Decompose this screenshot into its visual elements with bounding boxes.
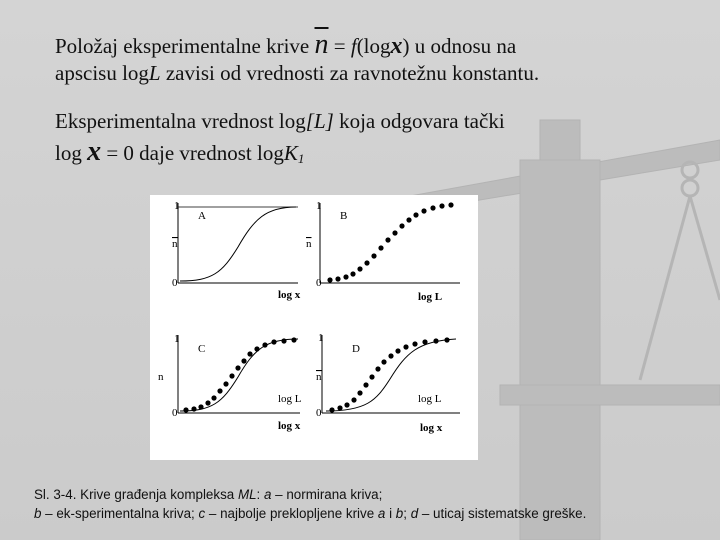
- experimental-point: [388, 353, 393, 358]
- experimental-point: [327, 277, 332, 282]
- panel-c-y-zero: 0: [172, 407, 178, 419]
- panel-a: [172, 200, 301, 301]
- panel-b-letter: B: [340, 210, 348, 222]
- experimental-point: [329, 407, 334, 412]
- panel-c-letter: C: [198, 343, 206, 355]
- experimental-point: [357, 390, 362, 395]
- experimental-point: [395, 348, 400, 353]
- panel-c-y-label: n: [158, 371, 164, 383]
- experimental-point: [381, 359, 386, 364]
- heading-line-3: Eksperimentalna vrednost log[L] koja odgovara tački: [55, 109, 505, 133]
- experimental-point: [357, 266, 362, 271]
- panel-a-y-zero: 0: [172, 277, 178, 289]
- experimental-point: [205, 400, 210, 405]
- experimental-point: [262, 342, 267, 347]
- experimental-point: [406, 217, 411, 222]
- experimental-point: [421, 208, 426, 213]
- titration-curves-figure: [150, 195, 478, 460]
- heading-line-4: log x = 0 daje vrednost logK$_1$: [55, 136, 305, 167]
- experimental-point: [363, 382, 368, 387]
- panel-d-y-zero: 0: [316, 407, 322, 419]
- experimental-point: [351, 397, 356, 402]
- experimental-point: [444, 337, 449, 342]
- experimental-point: [337, 405, 342, 410]
- experimental-point: [371, 253, 376, 258]
- panel-d-y-top: 1: [318, 332, 324, 344]
- experimental-point: [241, 358, 246, 363]
- experimental-point: [430, 205, 435, 210]
- panel-d-letter: D: [352, 343, 360, 355]
- experimental-point: [223, 381, 228, 386]
- experimental-point: [198, 404, 203, 409]
- panel-b-x-label: log L: [418, 291, 443, 303]
- experimental-point: [335, 276, 340, 281]
- panel-a-letter: A: [198, 210, 206, 222]
- experimental-point: [271, 339, 276, 344]
- panel-d: [316, 332, 460, 434]
- heading-line-2: apscisu logL zavisi od vrednosti za ravnotežnu konstantu.: [55, 61, 540, 85]
- experimental-point: [378, 245, 383, 250]
- experimental-point: [403, 344, 408, 349]
- panel-d-x-label: log x: [420, 422, 443, 434]
- experimental-point: [364, 260, 369, 265]
- experimental-point: [291, 337, 296, 342]
- experimental-point: [254, 346, 259, 351]
- experimental-point: [344, 402, 349, 407]
- heading-line-1: Položaj eksperimentalne krive $\overline{n} = f(\log x)$ u odnosu na: [55, 29, 517, 60]
- panel-a-y-top: 1: [174, 200, 180, 212]
- experimental-point: [433, 338, 438, 343]
- panel-c: [158, 333, 302, 432]
- experimental-point: [439, 203, 444, 208]
- experimental-point: [229, 373, 234, 378]
- panel-a-y-label: n: [172, 238, 178, 250]
- experimental-point: [343, 274, 348, 279]
- experimental-point: [399, 223, 404, 228]
- panel-b-y-zero: 0: [316, 277, 322, 289]
- panel-a-x-label: log x: [278, 289, 301, 301]
- experimental-point: [183, 407, 188, 412]
- panel-d-x-label-top: log L: [418, 393, 442, 405]
- experimental-point: [211, 395, 216, 400]
- experimental-point: [247, 351, 252, 356]
- experimental-point: [191, 406, 196, 411]
- panel-b-y-top: 1: [316, 200, 322, 212]
- figure-caption-line-1: Sl. 3-4. Krive građenja kompleksa ML: a – normirana kriva;: [34, 487, 383, 502]
- panel-c-x-label: log x: [278, 420, 301, 432]
- panel-b: [306, 200, 460, 303]
- panel-c-x-label-top: log L: [278, 393, 302, 405]
- experimental-point: [385, 237, 390, 242]
- experimental-point: [217, 388, 222, 393]
- panel-b-y-label: n: [306, 238, 312, 250]
- panel-c-y-top: 1: [174, 333, 180, 345]
- experimental-point: [412, 341, 417, 346]
- panel-d-y-label: n: [316, 371, 322, 383]
- experimental-point: [392, 230, 397, 235]
- experimental-point: [375, 366, 380, 371]
- experimental-point: [350, 271, 355, 276]
- figure-caption-line-2: b – ek-sperimentalna kriva; c – najbolje preklopljene krive a i b; d – uticaj sistematske greške.: [34, 506, 587, 521]
- experimental-point: [281, 338, 286, 343]
- experimental-point: [235, 365, 240, 370]
- experimental-point: [413, 212, 418, 217]
- experimental-point: [369, 374, 374, 379]
- experimental-point: [448, 202, 453, 207]
- experimental-point: [422, 339, 427, 344]
